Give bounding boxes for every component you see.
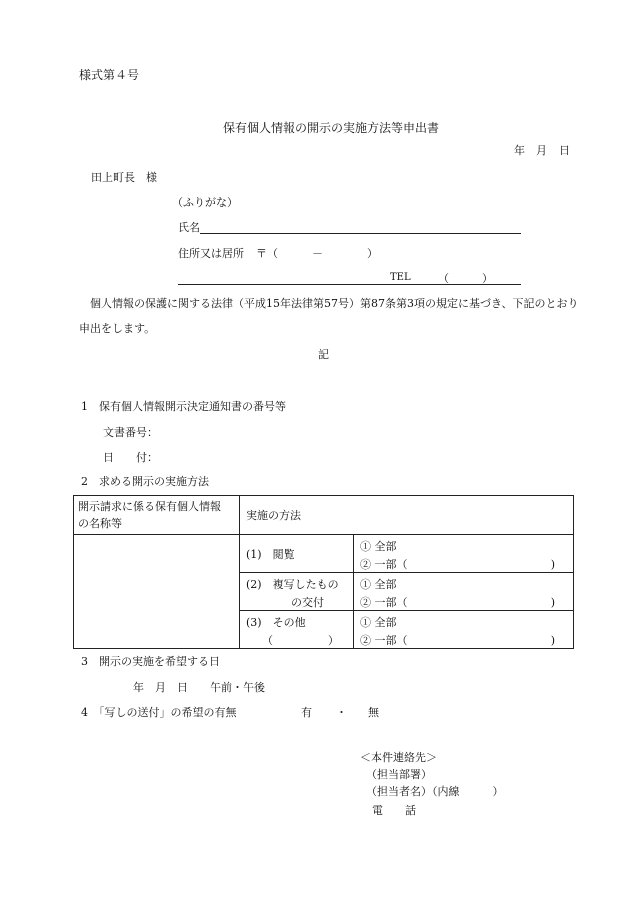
info-name-header-line-1: 開示請求に係る保有個人情報 (78, 500, 221, 513)
date-day-label: 日 (559, 144, 570, 157)
body-text-line-2: 申出をします。 (79, 322, 156, 335)
section-4-heading: 4 「写しの送付」の希望の有無 (81, 706, 237, 719)
option-partial-close: ) (550, 558, 555, 571)
option-partial[interactable]: ② 一部（ (360, 634, 408, 647)
method-copy-label-2: の交付 (291, 596, 324, 609)
section-1-heading: 1 保有個人情報開示決定通知書の番号等 (81, 400, 286, 413)
ki-label: 記 (318, 348, 329, 361)
option-partial-close: ) (550, 634, 555, 647)
date-month-label: 月 (536, 144, 547, 157)
method-cell-viewing (240, 535, 354, 573)
option-all[interactable]: ① 全部 (360, 616, 397, 629)
addressee: 田上町長 様 (91, 171, 157, 184)
contact-person: （担当者名）（内線 ） (366, 785, 504, 798)
disclosure-method-table (73, 495, 574, 649)
tel-parens: （ ） (438, 272, 493, 285)
info-name-cell[interactable] (74, 535, 240, 649)
table-row (74, 535, 574, 573)
doc-number-label: 文書番号： (103, 426, 158, 439)
section-2-heading: 2 求める開示の実施方法 (81, 475, 209, 488)
method-viewing-label: (1) 閲覧 (246, 548, 295, 561)
address-field[interactable] (178, 284, 521, 285)
options-cell-viewing (354, 535, 574, 573)
option-all[interactable]: ① 全部 (360, 540, 397, 553)
postal-prefix: 〒（ (256, 247, 278, 260)
options-cell-copy (354, 573, 574, 611)
form-number: 様式第４号 (79, 68, 140, 82)
date-year-label: 年 (514, 144, 525, 157)
option-partial-close: ) (550, 596, 555, 609)
name-label: 氏名 (178, 221, 200, 234)
section-3-heading: 3 開示の実施を希望する日 (81, 655, 220, 668)
notice-date-label: 日 付： (103, 451, 158, 464)
method-cell-copy (240, 573, 354, 611)
option-partial[interactable]: ② 一部（ (360, 596, 408, 609)
option-all[interactable]: ① 全部 (360, 578, 397, 591)
method-other-label: (3) その他 (246, 616, 306, 629)
method-header: 実施の方法 (240, 496, 574, 535)
option-no[interactable]: 無 (368, 706, 379, 719)
address-label: 住所又は居所 (178, 247, 244, 260)
tel-label: TEL (390, 272, 411, 283)
option-separator: ・ (336, 706, 347, 719)
method-other-parens: （ ） (262, 634, 339, 647)
table-header-row (74, 496, 574, 535)
contact-dept: （担当部署） (366, 768, 432, 781)
info-name-header (74, 496, 240, 535)
contact-phone: 電 話 (372, 804, 416, 817)
option-yes[interactable]: 有 (301, 706, 312, 719)
postal-dash: － (312, 247, 323, 260)
postal-close: ） (367, 247, 378, 260)
options-cell-other (354, 611, 574, 649)
furigana-label: （ふりがな） (172, 196, 238, 209)
document-title: 保有個人情報の開示の実施方法等申出書 (223, 121, 440, 135)
option-partial[interactable]: ② 一部（ (360, 558, 408, 571)
contact-title: ＜本件連絡先＞ (360, 751, 437, 764)
name-field[interactable] (200, 233, 521, 234)
body-text-line-1: 個人情報の保護に関する法律（平成15年法律第57号）第87条第3項の規定に基づき、下記のとおり (90, 297, 579, 310)
method-cell-other (240, 611, 354, 649)
desired-date-line: 年 月 日 午前・午後 (133, 681, 265, 694)
info-name-header-line-2: の名称等 (78, 517, 122, 530)
method-copy-label: (2) 複写したもの (246, 578, 339, 591)
